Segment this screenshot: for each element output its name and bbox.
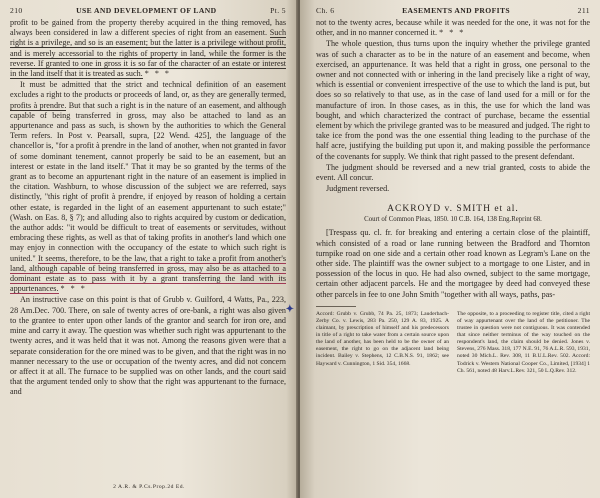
right-running-title: EASEMENTS AND PROFITS: [402, 6, 511, 15]
case-title: ACKROYD v. SMITH et al.: [387, 204, 519, 215]
court-citation: Court of Common Pleas, 1850. 10 C.B. 164, 138 Eng.Reprint 68.: [364, 216, 542, 224]
footnote-rule: [316, 306, 356, 307]
right-chapter-label: Ch. 6: [316, 6, 335, 15]
left-running-title: USE AND DEVELOPMENT OF LAND: [76, 6, 217, 15]
right-paragraph-3: The judgment should be reversed and a new trial granted, costs to abide the event. All concur.: [316, 162, 590, 183]
left-paragraph-3: An instructive case on this point is that of Grubb v. Guilford, 4 Watts, Pa., 223, 28 Am.Dec. 700. There, on sale of twenty acres of ore-bank, a right was also given to the grantee to enter upon other lands of the grantor and search for iron ore, and mine and carry it away. The question was whether such right was appurtenant to the twenty acres, and it was held that it was not. Among the reasons given were that a separate consideration for the ore mined was to be given, and that the right was in no manner necessary to the use or occupation of the twenty acres, and did not concern or affect it at all. The furnace to be supplied was on other lands, and the court said that the argument tended only to show that the right was appurtenant to the furnace, and: [10, 295, 286, 397]
left-part-label: Pt. 5: [270, 6, 286, 15]
left-running-head: [10, 6, 286, 15]
right-page-number: 211: [577, 6, 590, 15]
left-paragraph-2: It must be admitted that the strict and technical definition of an easement excludes a right to the products or proceeds of land, or, as they are generally termed, profits à prendre. But that such a right is in the nature of an easement, and although capable of being transferred in gross, may also be attached to land as an appurtenance and pass as such, is shown by the authorities to which the General Term refers. In Post v. Pearsall, supra, [22 Wend. 425], the language of the chancellor is, "for a profit à prendre in the land of another, when not granted in favor of some dominant tenement, cannot properly be said to be an easement, but an interest or estate in the land itself." That it may be so granted by the terms of the grant as to become an appurtenant right in the nature of an easement is implied in the citation. Washburn, to whose discussion of the subject we are referred, says distinctly, "this right of profit à prendre, if enjoyed by reason of holding a certain other estate, is regarded in the light of an easement appurtenant to such estate;" (Wash. on Eas. 8, § 7); and alluding also to rights acquired by custom or dedication, the author adds: "it would be difficult to treat of easements or servitudes, without embracing these rights, as well as that of taking profits in another's land which one may enjoy in connection with the occupancy of the estate to which such right is united." It seems, therefore, to be the law, that a right to take a profit from another's land, although capable of being transferred in gross, may also be as attached to a dominant estate as to pass with it by a grant transferring the land with its appurtenances. * * *: [10, 80, 287, 294]
right-paragraph-2: The whole question, thus turns upon the inquiry whether the privilege granted was of such a character as to be in the nature of an easement and become, when exercised, an appurtenance. It was held that a right in gross, one personal to the owner and not connected with or inhering in the land precisely like a right of way, which is essential or convenient irrespective of the use to which the land is put, but does so so relatively to that use, as in the case of land used for a mill or for the manufacture of iron. In those cases, as in this, the use for which the land was bought, and which characterized the contract of purchase, became the essential element by which the privilege granted was to be measured and judged. The right to take ice from the pond was the one essential thing leading to the purchase of the half acre, justifying the building put upon it, and making possible the performance of the covenants for supply. We think that right passed to the present defendant.: [316, 39, 590, 161]
left-page: [0, 0, 298, 498]
footnote-1: Accord: Grubb v. Grubb, 74 Pa. 25, 1873; Lauderbach-Zerby Co. v. Lewis, 283 Pa. 250, 129 A. 83, 1925. A claimant, by prescription of himself and his predecessors in title of a right to take water from a certain source upon the land of another, has been held to be the owner of an easement, the right to go on the adjacent land being incident. Bailey v. Stephens, 12 C.B.N.S. 91, 1862; see Hayward v. Cunnington, 1 Sid. 354, 1668.: [316, 310, 449, 367]
underlined-profits-term: profits à prendre.: [10, 100, 67, 110]
right-body: [316, 18, 590, 375]
left-body: [10, 18, 286, 398]
right-page: [300, 0, 600, 498]
footnotes: [316, 311, 590, 375]
left-page-number: 210: [10, 6, 23, 15]
underlined-passage-1: Such right is a privilege, and so is an easement; but the latter is a privilege without profit, and is merely accessorial to the rights of property in land, while the former is the reverse. If granted to one in gross it is so far of the character of an estate or interest in the land itself that it is treated as such.: [10, 28, 287, 79]
left-paragraph-1: profit to be gained from the property thereby acquired in the thing removed, has always been considered in law a different species of right from an easement. Such right is a privilege, and so is an easement; but the latter is a privilege without profit, and is merely accessorial to the rights of property in land, while the former is the reverse. If granted to one in gross it is so far of the character of an estate or interest in the land itself that it is treated as such. * * *: [10, 18, 287, 79]
margin-star-icon: ✦: [285, 304, 294, 315]
right-paragraph-5: [Trespass qu. cl. fr. for breaking and entering a certain close of the plaintiff, which consisted of a road or lane running between the Bradford and Thornton turnpike road on one side and a certain other road known as Legram's Lane on the other side. The plaintiff was the owner subject to a mortgage to one Lister, and in possession of the locus in quo. He had also owned, subject to the same mortgage, certain other adjacent parcels. He and the mortgagee by deed had conveyed these other parcels in fee to one John Smith "together with all ways, paths, pas-: [316, 228, 590, 299]
right-paragraph-1: not to the twenty acres, because while it was needed for the one, it was not for the other, and in no manner concerned it. * * *: [316, 18, 590, 38]
left-footer-citation: 2 A.R. & P.Cs.Prop.2d Ed.: [113, 484, 185, 490]
right-running-head: [316, 6, 590, 15]
footnote-2: The opposite, to a proceeding to register title, cited a right of way appurtenant over the land of the petitioner. The trustee in question were not contiguous. It was contended that since neither terminus of the way touched on the respondent's land, the claim should be denied. Jones v. Stevens, 276 Mass. 318, 177 N.E. 91, 76 A.L.R. 593, 1931, noted 30 Mich.L. Rev. 308, 11 B.U.L.Rev. 502. Accord: Todrick v. Western National Cooper Co., Limited, [1934] 1 Ch. 561, noted 48 Harv.L.Rev. 321, 50 L.Q.Rev. 312.: [457, 310, 590, 374]
underlined-passage-2: It seems, therefore, to be the law, that a right to take a profit from another's land, although capable of being transferred in gross, may also be as attached to a dominant estate as to pass with it by a grant transferring the land with its appurtenances.: [10, 253, 287, 294]
right-paragraph-4: Judgment reversed.: [326, 184, 390, 194]
